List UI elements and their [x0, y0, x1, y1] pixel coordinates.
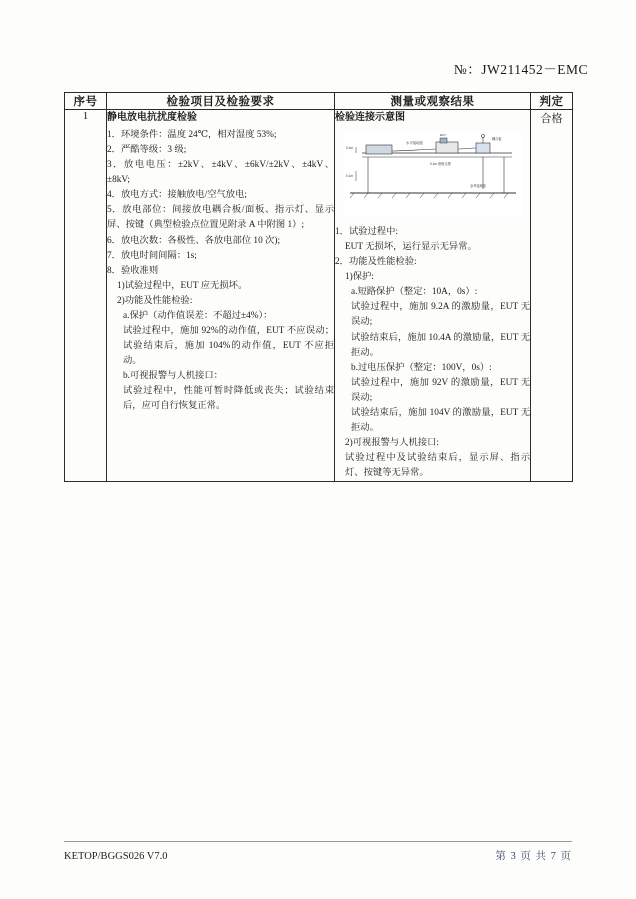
result-line-7: 试验结束后，施加 10.4A 的激励量，EUT 无拒动。	[351, 332, 530, 358]
item-line-9: 1)试验过程中，EUT 应无损坏。	[117, 280, 248, 291]
result-line-5: a.短路保护（整定：10A，0s）:	[351, 287, 478, 298]
svg-text:0.1m: 0.1m	[345, 174, 353, 179]
item-line-12: 试验过程中，施加 92%的动作值，EUT 不应误动；试验结束后，施加 104%的动作值，EUT 不应拒动。	[123, 325, 334, 366]
row-item-cell	[107, 110, 335, 482]
svg-text:水平接地板: 水平接地板	[405, 141, 423, 146]
page-prefix: 第	[495, 851, 507, 862]
row-no: 1	[65, 110, 107, 482]
item-line-5: 5．放电部位：间接放电耦合板/面板、指示灯、显示屏、按键（典型检验点位置见附录 A 中附图 1）;	[107, 205, 334, 231]
svg-text:0.1m 绝缘支撑: 0.1m 绝缘支撑	[429, 162, 451, 167]
result-line-12: 试验过程中及试验结束后，显示屏、指示灯、按键等无异常。	[345, 452, 530, 478]
diagram-title: 检验连接示意图	[335, 112, 405, 123]
header-item: 检验项目及检验要求	[107, 93, 335, 110]
svg-text:EUT: EUT	[439, 133, 446, 138]
connection-diagram-svg	[344, 131, 522, 217]
item-line-1: 1．环境条件：温度 24℃，相对湿度 53%;	[107, 130, 277, 141]
row-result-cell	[335, 110, 531, 482]
page-number	[495, 848, 572, 863]
result-line-9: 试验过程中，施加 92V 的激励量，EUT 无误动;	[351, 377, 530, 403]
item-line-4: 4．放电方式：接触放电/空气放电;	[107, 190, 247, 201]
page-suffix: 页	[560, 851, 572, 862]
item-lines	[107, 128, 334, 414]
item-line-8: 8．验收准则	[107, 265, 159, 276]
result-line-10: 试验结束后，施加 104V 的激励量，EUT 无拒动。	[351, 407, 530, 433]
page-middle: 页 共	[520, 851, 547, 862]
item-title: 静电放电抗扰度检验	[107, 112, 197, 123]
inspection-table	[64, 92, 573, 482]
svg-text:参考接地板: 参考接地板	[469, 184, 486, 189]
item-line-3: 3．放电电压：±2kV、±4kV、±6kV/±2kV、±4kV、±8kV;	[107, 160, 334, 186]
result-line-4: 1)保护:	[345, 272, 374, 283]
svg-text:耦合板: 耦合板	[491, 137, 502, 142]
result-line-2: EUT 无损坏，运行显示无异常。	[345, 242, 477, 253]
result-lines	[335, 225, 530, 481]
result-line-11: 2)可视报警与人机接口:	[345, 437, 439, 448]
page-current: 3	[510, 851, 517, 862]
table-row	[65, 110, 573, 482]
page-footer	[64, 841, 572, 863]
item-line-10: 2)功能及性能检验:	[117, 295, 193, 306]
result-line-1: 1．试验过程中:	[335, 227, 399, 238]
row-judge: 合格	[531, 110, 573, 482]
result-line-8: b.过电压保护（整定：100V，0s）:	[351, 362, 492, 373]
item-line-13: b.可视报警与人机接口：	[123, 370, 223, 381]
result-line-6: 试验过程中，施加 9.2A 的激励量，EUT 无误动;	[351, 302, 530, 328]
document-number-label: №：	[453, 62, 482, 77]
header-judge: 判定	[531, 93, 573, 110]
table-header-row	[65, 93, 573, 110]
svg-text:0.1m: 0.1m	[345, 146, 353, 151]
item-line-11: a.保护（动作值误差：不超过±4%）：	[123, 310, 273, 321]
item-line-14: 试验过程中，性能可暂时降低或丧失；试验结束后，应可自行恢复正常。	[123, 385, 334, 412]
item-line-7: 7．放电时间间隔：1s;	[107, 250, 197, 261]
header-no: 序号	[65, 93, 107, 110]
result-line-3: 2．功能及性能检验:	[335, 257, 417, 268]
page-total: 7	[550, 851, 557, 862]
document-number-value: JW211452－EMC	[481, 62, 588, 77]
document-number	[454, 58, 588, 78]
item-line-6: 6．放电次数：各极性、各放电部位 10 次);	[107, 235, 281, 246]
connection-diagram	[335, 131, 530, 217]
header-result: 测量或观察结果	[335, 93, 531, 110]
item-line-2: 2．严酷等级：3 级;	[107, 145, 187, 156]
form-code: KETOP/BGGS026 V7.0	[64, 851, 168, 862]
